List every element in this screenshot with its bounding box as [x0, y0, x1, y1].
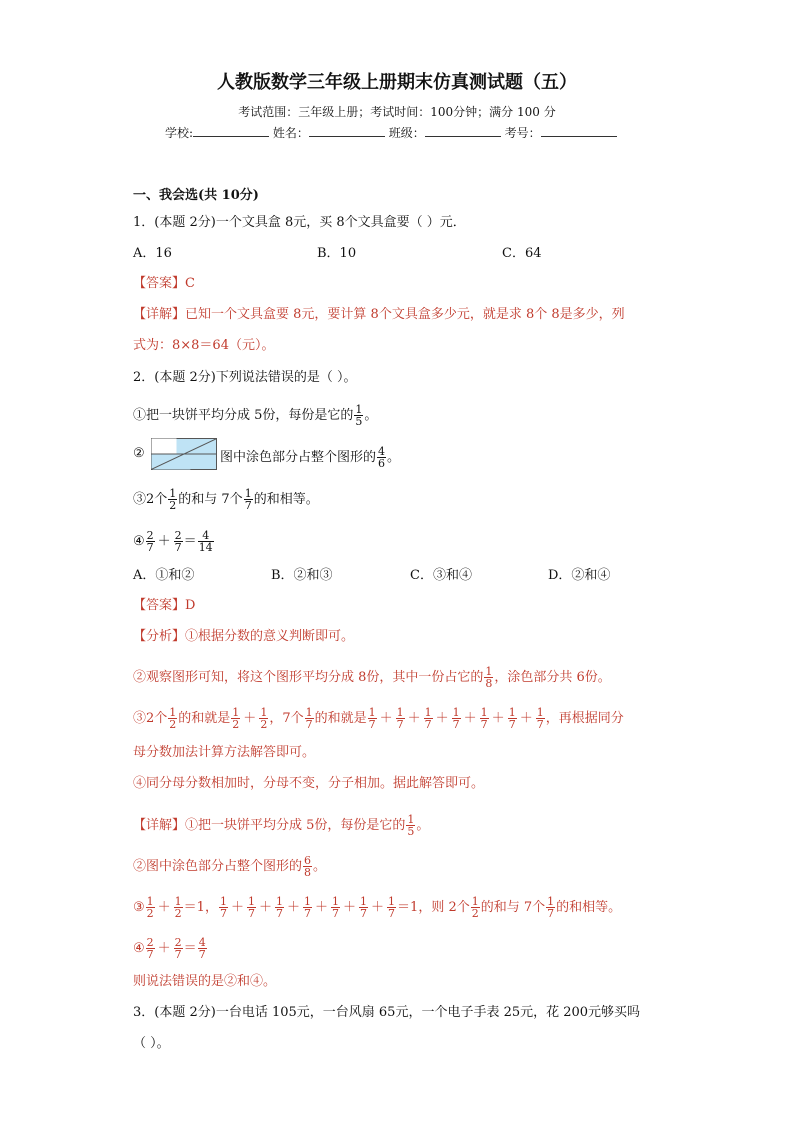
class-blank[interactable] [425, 124, 501, 137]
q1-option-c: C．64 [502, 246, 542, 261]
q1-detail-2: 式为：8×8＝64（元）。 [133, 338, 275, 353]
q2-statement-2-prefix: ② [133, 446, 145, 461]
exam-meta: 考试范围：三年级上册；考试时间：100分钟；满分 100 分 [238, 105, 556, 119]
number-blank[interactable] [541, 124, 617, 137]
school-label: 学校: [165, 126, 194, 140]
q1-stem: 1．(本题 2分)一个文具盒 8元，买 8个文具盒要（ ）元． [133, 215, 466, 230]
fraction: $\frac{1}{2}$ [169, 487, 177, 512]
shaded-rectangle-figure [151, 438, 217, 470]
student-info-line [165, 124, 617, 141]
q2-option-a: A．①和② [133, 568, 195, 583]
fraction: $\frac{1}{7}$ [244, 487, 252, 512]
name-blank[interactable] [309, 124, 385, 137]
fraction: $\frac{1}{8}$ [485, 665, 493, 690]
school-blank[interactable] [193, 124, 269, 137]
q2-option-d: D．②和④ [548, 568, 611, 583]
answer-value: C [185, 276, 195, 291]
q2-analysis-4: ④同分母分数相加时，分母不变，分子相加。据此解答即可。 [133, 776, 485, 791]
fraction: $\frac{4}{14}$ [198, 529, 213, 554]
q2-analysis-1: 【分析】①根据分数的意义判断即可。 [133, 629, 355, 644]
answer-tag: 【答案】 [133, 276, 186, 291]
q2-option-b: B．②和③ [271, 568, 333, 583]
statement-text: ①把一块饼平均分成 5份，每份是它的 [133, 408, 354, 423]
q1-option-b: B．10 [317, 246, 357, 261]
detail-text: 已知一个文具盒要 8元，要计算 8个文具盒多少元，就是求 8个 8是多少，列 [185, 307, 625, 322]
q2-statement-2: 图中涂色部分占整个图形的 $\frac{4}{6}$ 。 [220, 445, 401, 470]
detail-tag: 【详解】 [133, 307, 186, 322]
class-label: 班级： [388, 126, 425, 140]
q3-stem-1: 3．(本题 2分)一台电话 105元，一台风扇 65元，一个电子手表 25元，花 200元够买吗 [133, 1005, 641, 1020]
q1-answer [133, 276, 195, 292]
q2-detail-4: ④ $\frac{2}{7}$ ＋ $\frac{2}{7}$ ＝ $\frac{4}{7}$ [133, 936, 206, 961]
q2-conclusion: 则说法错误的是②和④。 [133, 974, 277, 989]
q2-statement-3: ③2个 $\frac{1}{2}$ 的和与 7个 $\frac{1}{7}$ 的和相等。 [133, 487, 319, 512]
q2-analysis-3b: 母分数加法计算方法解答即可。 [133, 745, 316, 760]
page-title: 人教版数学三年级上册期末仿真测试题（五） [217, 72, 577, 93]
q2-analysis-2: ②观察图形可知，将这个图形平均分成 8份，其中一份占它的 $\frac{1}{8}$ ，涂色部分共 6份。 [133, 665, 611, 690]
name-label: 姓名： [272, 126, 309, 140]
statement-text: 图中涂色部分占整个图形的 [220, 450, 377, 465]
q2-answer: 【答案】D [133, 598, 196, 613]
q2-stem: 2．(本题 2分)下列说法错误的是（ ）。 [133, 370, 357, 385]
number-label: 考号： [504, 126, 541, 140]
section-title: 一、我会选(共 10分) [133, 188, 259, 203]
q2-detail-3: ③ $\frac{1}{2}$ ＋ $\frac{1}{2}$ ＝1， $\frac{1}{7}$ ＋ $\frac{1}{7}$ ＋ $\frac{1}{7}$ ＋ $\frac{1}{7}$ ＋ $\frac{1}{7}$ ＋ $\frac{1}{7}$ ＋ $\frac{1}{7}$ ＝1，则 2个 $\frac{1}{2}$ 的和与 7个 $\frac{1}{7}$ 的和相等。 [133, 895, 622, 920]
q2-analysis-3: ③2个 $\frac{1}{2}$ 的和就是 $\frac{1}{2}$ ＋ $\frac{1}{2}$ ，7个 $\frac{1}{7}$ 的和就是 $\frac{1}{7}$ ＋ $\frac{1}{7}$ ＋ $\frac{1}{7}$ ＋ $\frac{1}{7}$ ＋ $\frac{1}{7}$ ＋ $\frac{1}{7}$ ＋ $\frac{1}{7}$ ，再根据同分 [133, 706, 624, 731]
q2-detail-1: 【详解】①把一块饼平均分成 5份，每份是它的 $\frac{1}{5}$ 。 [133, 813, 430, 838]
q2-statement-1: ①把一块饼平均分成 5份，每份是它的 $\frac{1}{5}$ 。 [133, 403, 378, 428]
q3-stem-2: （ ）。 [133, 1036, 170, 1051]
q1-detail-1 [133, 307, 625, 323]
fraction: $\frac{2}{7}$ [174, 529, 182, 554]
q2-detail-2: ②图中涂色部分占整个图形的 $\frac{6}{8}$ 。 [133, 854, 327, 879]
q2-option-c: C．③和④ [410, 568, 472, 583]
q2-statement-4: ④ $\frac{2}{7}$ ＋ $\frac{2}{7}$ ＝ $\frac{4}{14}$ [133, 529, 213, 554]
q1-option-a: A．16 [133, 246, 172, 261]
fraction: $\frac{1}{5}$ [355, 403, 363, 428]
fraction: $\frac{4}{6}$ [378, 445, 386, 470]
fraction: $\frac{2}{7}$ [146, 529, 154, 554]
